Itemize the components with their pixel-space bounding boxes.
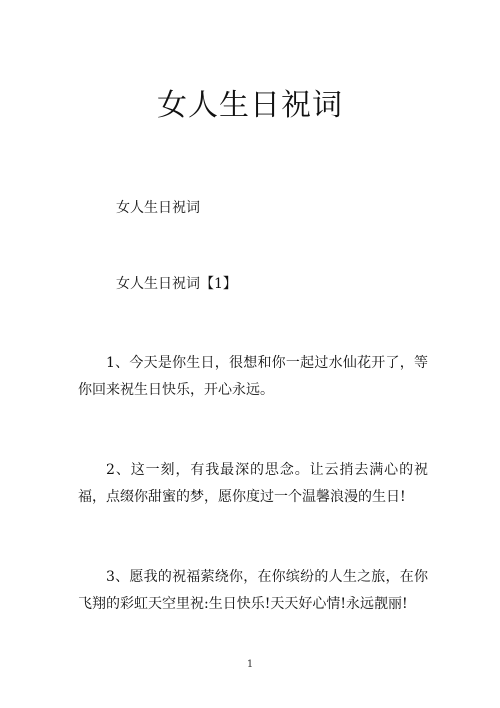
paragraph-3: 3、愿我的祝福萦绕你，在你缤纷的人生之旅，在你飞翔的彩虹天空里祝:生日快乐!天天好心情!永远靓丽! xyxy=(78,569,428,612)
paragraph-1: 1、今天是你生日，很想和你一起过水仙花开了，等你回来祝生日快乐，开心永远。 xyxy=(78,355,428,398)
paragraph-2: 2、这一刻，有我最深的思念。让云捎去满心的祝福，点缀你甜蜜的梦，愿你度过一个温馨浪漫的生日! xyxy=(78,462,428,505)
document-title: 女人生日祝词 xyxy=(157,88,343,123)
document-subtitle: 女人生日祝词 xyxy=(116,200,200,216)
section-heading: 女人生日祝词【1】 xyxy=(116,276,237,292)
page-number: 1 xyxy=(246,659,254,670)
